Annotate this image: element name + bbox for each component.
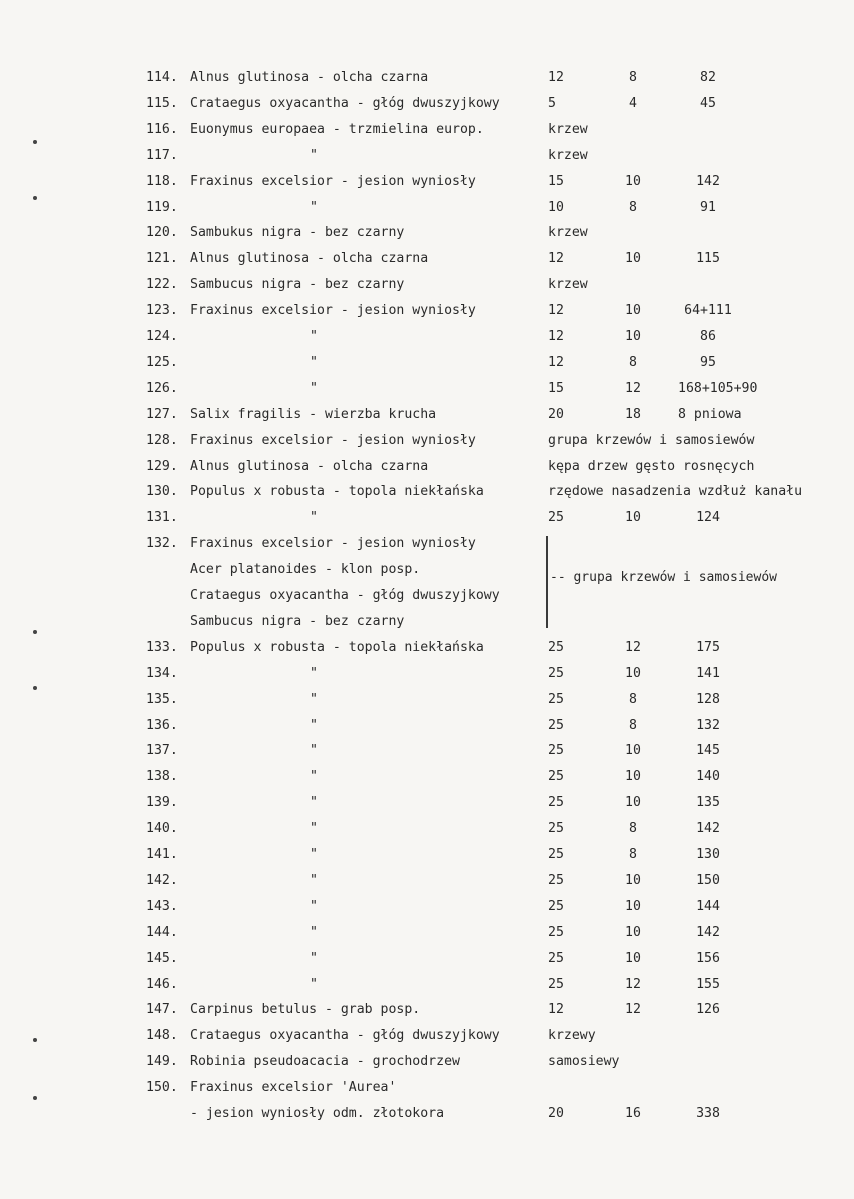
crown-value: 10 [625,872,641,888]
height-value: 12 [548,70,564,85]
entry-number: 127. [146,406,178,422]
species-name: Sambukus nigra - bez czarny [190,225,405,241]
height-value: 25 [548,743,564,759]
entry-number: 130. [146,484,178,500]
circumference-value: 135 [696,795,720,811]
entry-number: 144. [146,924,178,940]
height-value: 20 [548,406,564,422]
entry-number: 124. [146,329,178,344]
circumference-value: 45 [700,95,716,111]
entry-number: 136. [146,717,178,733]
entry-number: 149. [146,1054,178,1070]
height-value: 12 [548,329,564,344]
species-name: Fraxinus excelsior - jesion wyniosły [190,432,476,448]
species-name: Populus x robusta - topola niekłańska [190,639,484,655]
entry-number: 145. [146,950,178,966]
entry-number: 148. [146,1028,178,1044]
circumference-value: 124 [696,510,720,526]
circumference-value: 338 [696,1106,720,1121]
circumference-value: 86 [700,329,716,344]
entry-number: 137. [146,743,178,759]
entry-number: 134. [146,665,178,681]
entry-number: 117. [146,147,178,163]
height-value: 25 [548,665,564,681]
crown-value: 12 [625,976,641,992]
crown-value: 16 [625,1106,641,1121]
crown-value: 12 [625,1002,641,1018]
entry-number: 125. [146,354,178,370]
entry-number: 129. [146,458,178,474]
species-name: Fraxinus excelsior - jesion wyniosły [190,303,476,319]
entry-number: 143. [146,898,178,914]
crown-value: 10 [625,924,641,940]
circumference-value: 128 [696,691,720,707]
species-name: Crataegus oxyacantha - głóg dwuszyjkowy [190,95,500,111]
species-name: " [310,769,318,785]
group-note: -- grupa krzewów i samosiewów [550,570,777,585]
species-name: " [310,976,318,992]
height-value: 25 [548,821,564,837]
crown-value: 8 [629,821,637,837]
entry-number: 118. [146,173,178,189]
circumference-value: 142 [696,173,720,189]
height-value: 20 [548,1106,564,1121]
entry-number: 133. [146,639,178,655]
circumference-value: 126 [696,1002,720,1018]
height-value: 25 [548,924,564,940]
crown-value: 10 [625,665,641,681]
crown-value: 12 [625,639,641,655]
height-value: 12 [548,251,564,267]
group-bracket [546,536,548,628]
entry-number: 146. [146,976,178,992]
circumference-value: 95 [700,354,716,370]
species-name: " [310,924,318,940]
crown-value: 8 [629,717,637,733]
crown-value: 10 [625,173,641,189]
entry-number: 142. [146,872,178,888]
height-value: 25 [548,691,564,707]
height-value: 25 [548,769,564,785]
circumference-value: 150 [696,872,720,888]
species-name: " [310,199,318,215]
species-name: Crataegus oxyacantha - głóg dwuszyjkowy [190,1028,500,1044]
height-value: 5 [548,95,556,111]
crown-value: 10 [625,950,641,966]
species-name: Alnus glutinosa - olcha czarna [190,458,429,474]
height-value: krzew [548,121,588,137]
species-name: " [310,950,318,966]
circumference-value: 140 [696,769,720,785]
crown-value: 10 [625,769,641,785]
crown-value: 10 [625,329,641,344]
circumference-value: 156 [696,950,720,966]
height-value: 15 [548,173,564,189]
crown-value: 8 [629,354,637,370]
height-value: 25 [548,898,564,914]
row-note: samosiewy [548,1054,620,1070]
entry-number: 114. [146,70,178,85]
species-name: Sambucus nigra - bez czarny [190,613,405,629]
species-name: Acer platanoides - klon posp. [190,562,421,578]
crown-value: 12 [625,380,641,396]
species-name: Fraxinus excelsior - jesion wyniosły [190,536,476,552]
crown-value: 18 [625,406,641,422]
species-name: " [310,717,318,733]
circumference-value: 91 [700,199,716,215]
entry-number: 119. [146,199,178,215]
species-name: Sambucus nigra - bez czarny [190,277,405,293]
crown-value: 8 [629,691,637,707]
entry-number: 139. [146,795,178,811]
punch-hole-mark [33,1038,37,1042]
crown-value: 10 [625,510,641,526]
height-value: 25 [548,950,564,966]
crown-value: 10 [625,251,641,267]
height-value: 25 [548,872,564,888]
species-name: Fraxinus excelsior - jesion wyniosły [190,173,476,189]
entry-number: 147. [146,1002,178,1018]
entry-number: 128. [146,432,178,448]
height-value: krzew [548,277,588,293]
height-value: 12 [548,354,564,370]
row-note: grupa krzewów i samosiewów [548,432,755,448]
species-name: " [310,665,318,681]
crown-value: 10 [625,303,641,319]
circumference-value: 82 [700,70,716,85]
species-name: Alnus glutinosa - olcha czarna [190,251,429,267]
entry-number: 141. [146,847,178,862]
crown-value: 10 [625,898,641,914]
circumference-value: 145 [696,743,720,759]
species-name: " [310,380,318,396]
crown-value: 8 [629,70,637,85]
species-name: " [310,821,318,837]
circumference-value: 130 [696,847,720,862]
crown-value: 4 [629,95,637,111]
height-value: 25 [548,639,564,655]
circumference-value: 115 [696,251,720,267]
punch-hole-mark [33,140,37,144]
circumference-value: 132 [696,717,720,733]
species-name: - jesion wyniosły odm. złotokora [190,1106,445,1121]
circumference-value: 175 [696,639,720,655]
circumference-value: 142 [696,924,720,940]
species-name: " [310,743,318,759]
crown-value: 8 [629,199,637,215]
entry-number: 120. [146,225,178,241]
height-value: 15 [548,380,564,396]
species-name: " [310,795,318,811]
height-value: 25 [548,847,564,862]
species-name: " [310,872,318,888]
punch-hole-mark [33,1096,37,1100]
height-value: 12 [548,1002,564,1018]
row-note: kępa drzew gęsto rosnęcych [548,458,755,474]
punch-hole-mark [33,196,37,200]
species-name: " [310,147,318,163]
entry-number: 132. [146,536,178,552]
entry-number: 121. [146,251,178,267]
species-name: " [310,329,318,344]
species-name: Fraxinus excelsior 'Aurea' [190,1080,397,1096]
height-value: 10 [548,199,564,215]
species-name: Salix fragilis - wierzba krucha [190,406,437,422]
species-name: Robinia pseudoacacia - grochodrzew [190,1054,460,1070]
circumference-value: 64+111 [684,303,732,319]
entry-number: 126. [146,380,178,396]
entry-number: 116. [146,121,178,137]
entry-number: 131. [146,510,178,526]
punch-hole-mark [33,630,37,634]
circumference-value: 142 [696,821,720,837]
height-value: 25 [548,510,564,526]
species-name: Carpinus betulus - grab posp. [190,1002,421,1018]
height-value: 25 [548,795,564,811]
height-value: krzew [548,225,588,241]
crown-value: 10 [625,795,641,811]
crown-value: 10 [625,743,641,759]
species-name: Alnus glutinosa - olcha czarna [190,70,429,85]
species-name: Euonymus europaea - trzmielina europ. [190,121,484,137]
entry-number: 150. [146,1080,178,1096]
height-value: krzew [548,147,588,163]
entry-number: 123. [146,303,178,319]
height-value: 12 [548,303,564,319]
circumference-value: 8 pniowa [678,406,742,422]
crown-value: 8 [629,847,637,862]
entry-number: 115. [146,95,178,111]
entry-number: 138. [146,769,178,785]
circumference-value: 144 [696,898,720,914]
species-name: " [310,847,318,862]
circumference-value: 141 [696,665,720,681]
height-value: 25 [548,976,564,992]
species-name: " [310,691,318,707]
entry-number: 135. [146,691,178,707]
row-note: rzędowe nasadzenia wzdłuż kanału [548,484,803,500]
height-value: 25 [548,717,564,733]
row-note: krzewy [548,1028,596,1044]
species-name: Populus x robusta - topola niekłańska [190,484,484,500]
species-name: " [310,510,318,526]
circumference-value: 155 [696,976,720,992]
punch-hole-mark [33,686,37,690]
circumference-value: 168+105+90 [678,380,758,396]
species-name: " [310,898,318,914]
entry-number: 122. [146,277,178,293]
species-name: Crataegus oxyacantha - głóg dwuszyjkowy [190,588,500,603]
entry-number: 140. [146,821,178,837]
species-name: " [310,354,318,370]
